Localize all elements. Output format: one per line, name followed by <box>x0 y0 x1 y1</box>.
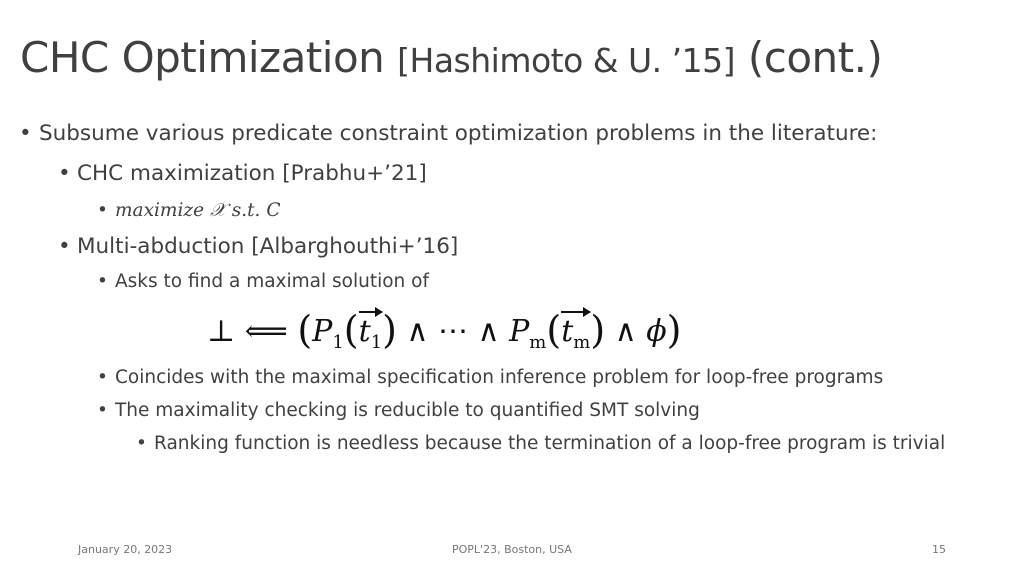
footer-page-number: 15 <box>932 543 946 556</box>
bullet-chc-maximization <box>58 161 427 186</box>
bullet-maximize-formula-text: maximize 𝒳 s.t. 𝐶 <box>115 200 281 221</box>
vector-tm-base: t <box>561 314 574 349</box>
bullet-maximality-text: The maximality checking is reducible to quantified SMT solving <box>115 400 700 421</box>
title-reference: [Hashimoto & U. ’15] <box>397 41 735 80</box>
bullet-dot: • <box>58 161 71 186</box>
left-paren: ( <box>343 308 359 352</box>
footer-date: January 20, 2023 <box>78 543 173 556</box>
bullet-maximize-formula <box>97 200 280 221</box>
bullet-multi-abduction-text: Multi-abduction [Albarghouthi+’16] <box>77 234 459 259</box>
right-paren: ) <box>382 308 397 352</box>
bullet-dot: • <box>136 433 147 454</box>
predicate-pm: P <box>509 314 530 349</box>
bullet-asks-text: Asks to find a maximal solution of <box>115 271 429 292</box>
right-paren: ) <box>666 308 682 352</box>
and-symbol: ∧ <box>477 314 500 349</box>
right-paren: ) <box>590 308 606 352</box>
predicate-p1: P <box>312 314 333 349</box>
left-paren: ( <box>546 308 562 352</box>
bullet-dot: • <box>97 367 108 388</box>
bullet-ranking <box>136 433 945 454</box>
left-paren: ( <box>297 308 313 352</box>
bullet-chc-maximization-text: CHC maximization [Prabhu+’21] <box>77 161 427 186</box>
vector-t1-base: t <box>358 314 371 349</box>
bullet-dot: • <box>58 234 71 259</box>
bullet-dot: • <box>97 400 108 421</box>
ellipsis-symbol: ⋯ <box>438 314 469 349</box>
bullet-dot: • <box>97 200 108 221</box>
predicate-p1-index: 1 <box>332 332 344 353</box>
title-tail: (cont.) <box>747 33 883 82</box>
bullet-dot: • <box>97 271 108 292</box>
bullet-subsume-text: Subsume various predicate constraint optimization problems in the literature: <box>39 121 878 146</box>
predicate-pm-index: m <box>529 332 547 353</box>
vector-t1-index: 1 <box>370 332 383 353</box>
phi-symbol: ϕ <box>646 314 667 349</box>
footer-venue: POPL'23, Boston, USA <box>452 543 572 556</box>
bullet-subsume <box>19 121 877 146</box>
slide-title <box>20 33 882 82</box>
vector-tm-index: m <box>573 332 591 353</box>
title-main: CHC Optimization <box>20 33 385 82</box>
bullet-coincides <box>97 367 883 388</box>
bullet-coincides-text: Coincides with the maximal specification inference problem for loop-free programs <box>115 367 884 388</box>
bullet-dot: • <box>19 121 32 146</box>
implied-by-symbol: ⟸ <box>244 314 288 349</box>
and-symbol: ∧ <box>614 314 637 349</box>
vector-arrow <box>359 311 383 313</box>
and-symbol: ∧ <box>406 314 429 349</box>
vector-t1 <box>359 314 383 353</box>
vector-tm <box>561 314 590 353</box>
bullet-ranking-text: Ranking function is needless because the termination of a loop-free program is trivial <box>154 433 946 454</box>
vector-arrow <box>561 311 590 313</box>
bottom-symbol: ⊥ <box>207 314 236 349</box>
bullet-multi-abduction <box>58 234 458 259</box>
bullet-maximality <box>97 400 700 421</box>
bullet-asks <box>97 271 429 292</box>
multi-abduction-formula <box>207 306 682 353</box>
